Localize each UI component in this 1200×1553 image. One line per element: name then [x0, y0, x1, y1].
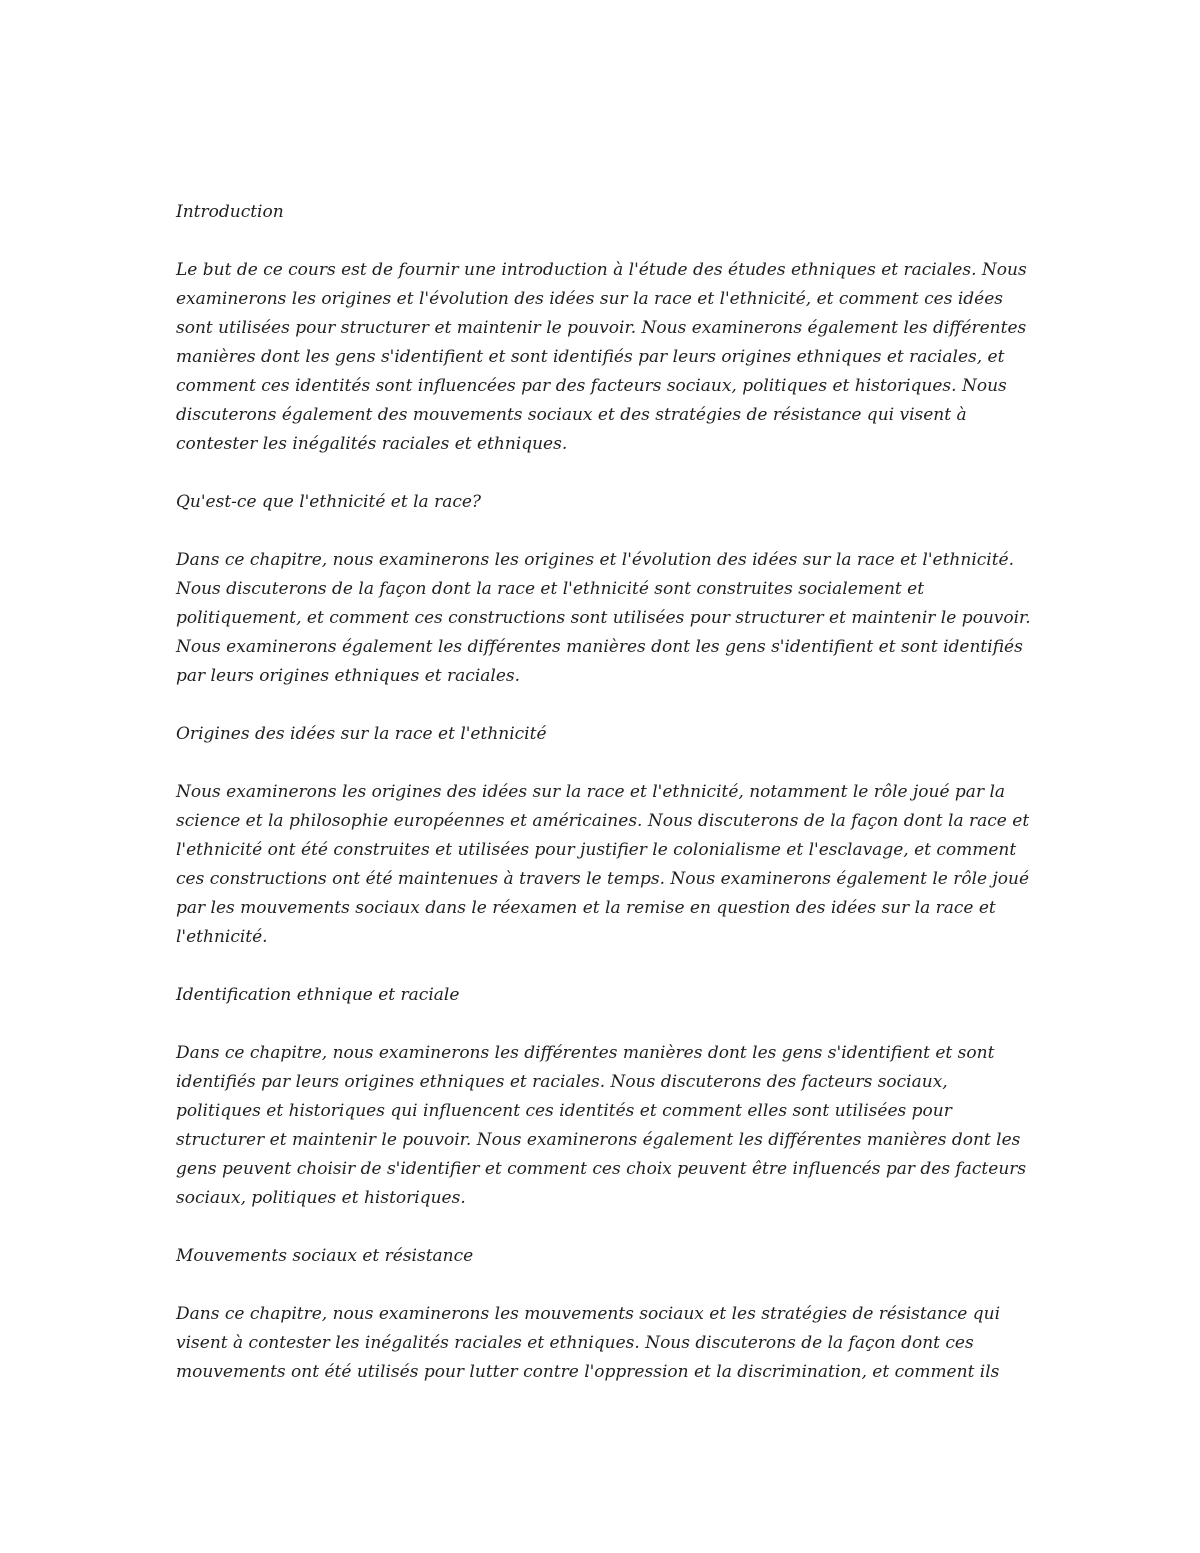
- section-heading-identification: Identification ethnique et raciale: [176, 985, 460, 1005]
- section-paragraph-identification: Dans ce chapitre, nous examinerons les différentes manières dont les gens s'identifient et sont identifiés par leurs origines ethniques et raciales. Nous discuterons des facteurs sociaux, politiques et historiques qui influencent ces identités et comment elles sont utilisées pour structurer et maintenir le pouvoir. Nous examinerons également les différentes manières dont les gens peuvent choisir de s'identifier et comment ces choix peuvent être influencés par des facteurs sociaux, politiques et historiques.: [176, 1043, 1027, 1208]
- section-paragraph-introduction: Le but de ce cours est de fournir une introduction à l'étude des études ethniques et raciales. Nous examinerons les origines et l'évolution des idées sur la race et l'ethnicité, et comment ces idées sont utilisées pour structurer et maintenir le pouvoir. Nous examinerons également les différentes manières dont les gens s'identifient et sont identifiés par leurs origines ethniques et raciales, et comment ces identités sont influencées par des facteurs sociaux, politiques et historiques. Nous discuterons également des mouvements sociaux et des stratégies de résistance qui visent à contester les inégalités raciales et ethniques.: [176, 260, 1027, 454]
- section-paragraph-ethnicite-race: Dans ce chapitre, nous examinerons les origines et l'évolution des idées sur la race et l'ethnicité. Nous discuterons de la façon dont la race et l'ethnicité sont construites socialement et politiquement, et comment ces constructions sont utilisées pour structurer et maintenir le pouvoir. Nous examinerons également les différentes manières dont les gens s'identifient et sont identifiés par leurs origines ethniques et raciales.: [176, 550, 1031, 686]
- document-body: [176, 198, 1036, 1416]
- section-paragraph-origines: Nous examinerons les origines des idées sur la race et l'ethnicité, notamment le rôle joué par la science et la philosophie européennes et américaines. Nous discuterons de la façon dont la race et l'ethnicité ont été construites et utilisées pour justifier le colonialisme et l'esclavage, et comment ces constructions ont été maintenues à travers le temps. Nous examinerons également le rôle joué par les mouvements sociaux dans le réexamen et la remise en question des idées sur la race et l'ethnicité.: [176, 782, 1030, 947]
- section-heading-ethnicite-race: Qu'est-ce que l'ethnicité et la race?: [176, 492, 482, 512]
- section-heading-origines: Origines des idées sur la race et l'ethnicité: [176, 724, 547, 744]
- section-heading-introduction: Introduction: [176, 202, 284, 222]
- section-heading-mouvements: Mouvements sociaux et résistance: [176, 1246, 474, 1266]
- section-paragraph-mouvements: Dans ce chapitre, nous examinerons les mouvements sociaux et les stratégies de résistance qui visent à contester les inégalités raciales et ethniques. Nous discuterons de la façon dont ces mouvements ont été utilisés pour lutter contre l'oppression et la discrimination, et comment ils: [176, 1304, 1001, 1382]
